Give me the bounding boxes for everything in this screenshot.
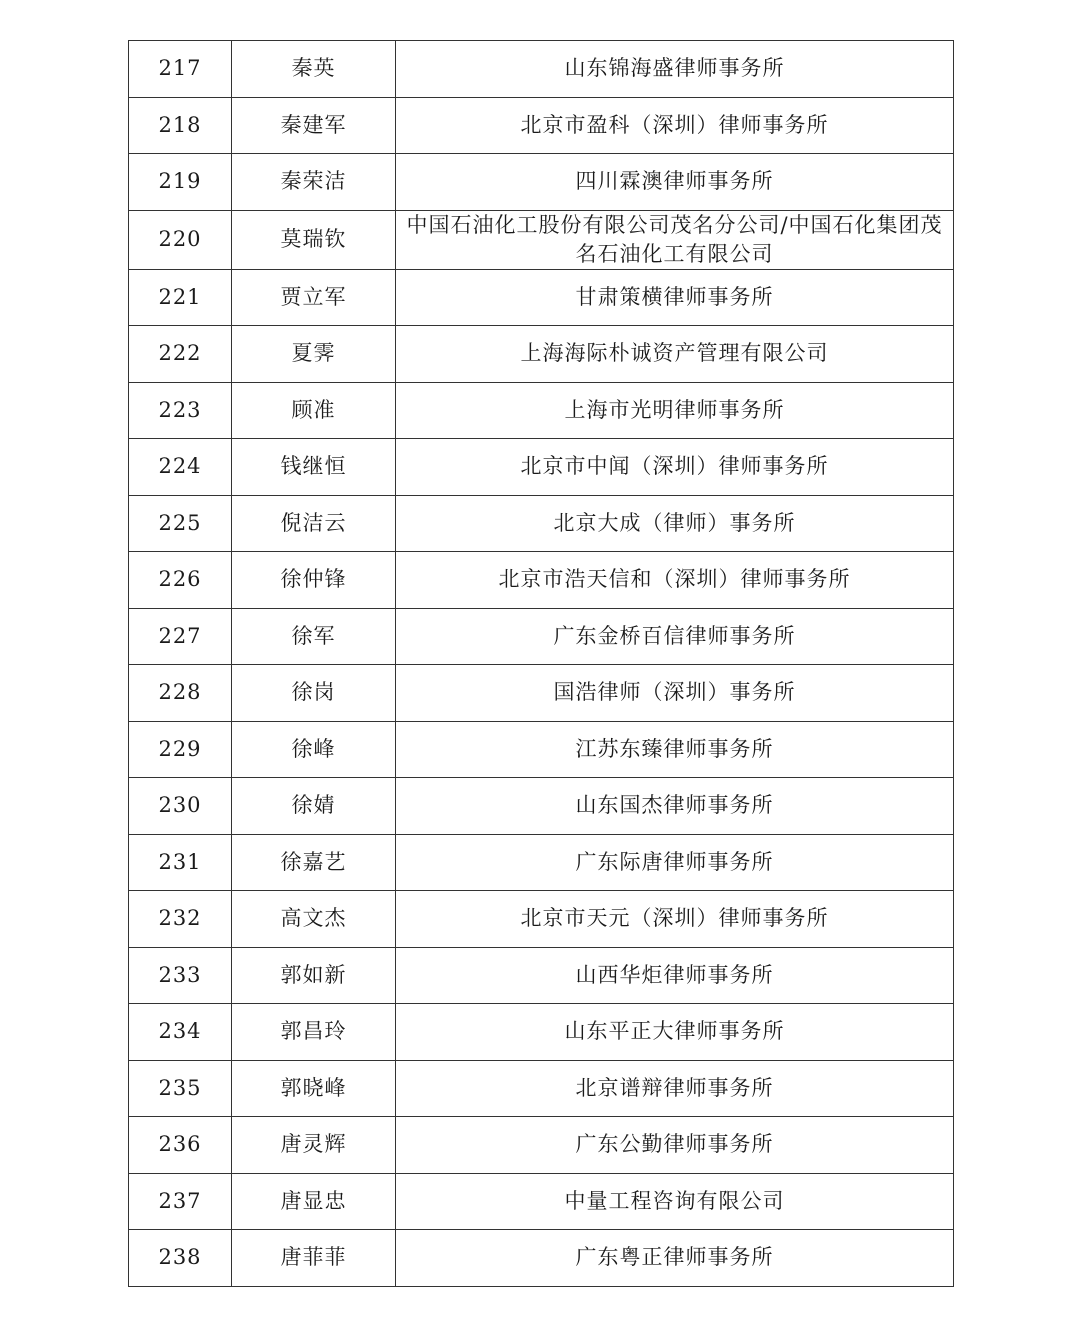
row-number-cell: 223 bbox=[129, 382, 232, 439]
table-row bbox=[129, 947, 954, 1004]
roster-table bbox=[128, 40, 954, 1287]
roster-table-body bbox=[129, 41, 954, 1287]
person-name-cell: 秦英 bbox=[232, 41, 396, 98]
row-number-cell: 235 bbox=[129, 1060, 232, 1117]
person-name-cell: 秦荣洁 bbox=[232, 154, 396, 211]
person-name-cell: 高文杰 bbox=[232, 891, 396, 948]
person-name-cell: 唐灵辉 bbox=[232, 1117, 396, 1174]
row-number-cell: 238 bbox=[129, 1230, 232, 1287]
row-number-cell: 222 bbox=[129, 326, 232, 383]
organization-cell: 北京市中闻（深圳）律师事务所 bbox=[396, 439, 954, 496]
row-number-cell: 220 bbox=[129, 210, 232, 269]
table-row bbox=[129, 721, 954, 778]
person-name-cell: 徐岗 bbox=[232, 665, 396, 722]
table-row bbox=[129, 778, 954, 835]
row-number-cell: 217 bbox=[129, 41, 232, 98]
organization-cell: 中量工程咨询有限公司 bbox=[396, 1173, 954, 1230]
table-row bbox=[129, 439, 954, 496]
organization-cell: 山东平正大律师事务所 bbox=[396, 1004, 954, 1061]
row-number-cell: 230 bbox=[129, 778, 232, 835]
table-row bbox=[129, 1230, 954, 1287]
person-name-cell: 秦建军 bbox=[232, 97, 396, 154]
person-name-cell: 郭如新 bbox=[232, 947, 396, 1004]
row-number-cell: 221 bbox=[129, 269, 232, 326]
row-number-cell: 224 bbox=[129, 439, 232, 496]
person-name-cell: 顾准 bbox=[232, 382, 396, 439]
organization-cell: 广东公勤律师事务所 bbox=[396, 1117, 954, 1174]
person-name-cell: 钱继恒 bbox=[232, 439, 396, 496]
table-row bbox=[129, 665, 954, 722]
organization-cell: 北京市天元（深圳）律师事务所 bbox=[396, 891, 954, 948]
row-number-cell: 226 bbox=[129, 552, 232, 609]
table-row bbox=[129, 495, 954, 552]
row-number-cell: 234 bbox=[129, 1004, 232, 1061]
table-row bbox=[129, 1004, 954, 1061]
organization-cell: 北京大成（律师）事务所 bbox=[396, 495, 954, 552]
row-number-cell: 227 bbox=[129, 608, 232, 665]
person-name-cell: 徐嘉艺 bbox=[232, 834, 396, 891]
row-number-cell: 228 bbox=[129, 665, 232, 722]
person-name-cell: 徐峰 bbox=[232, 721, 396, 778]
table-row bbox=[129, 891, 954, 948]
person-name-cell: 郭昌玲 bbox=[232, 1004, 396, 1061]
row-number-cell: 218 bbox=[129, 97, 232, 154]
row-number-cell: 229 bbox=[129, 721, 232, 778]
organization-cell: 广东金桥百信律师事务所 bbox=[396, 608, 954, 665]
table-row bbox=[129, 326, 954, 383]
person-name-cell: 夏霁 bbox=[232, 326, 396, 383]
organization-cell: 中国石油化工股份有限公司茂名分公司/中国石化集团茂名石油化工有限公司 bbox=[396, 210, 954, 269]
person-name-cell: 徐军 bbox=[232, 608, 396, 665]
row-number-cell: 237 bbox=[129, 1173, 232, 1230]
organization-cell: 山东锦海盛律师事务所 bbox=[396, 41, 954, 98]
table-row bbox=[129, 154, 954, 211]
organization-cell: 广东际唐律师事务所 bbox=[396, 834, 954, 891]
organization-cell: 江苏东臻律师事务所 bbox=[396, 721, 954, 778]
row-number-cell: 232 bbox=[129, 891, 232, 948]
table-row bbox=[129, 552, 954, 609]
organization-cell: 北京谱辩律师事务所 bbox=[396, 1060, 954, 1117]
person-name-cell: 莫瑞钦 bbox=[232, 210, 396, 269]
organization-cell: 山东国杰律师事务所 bbox=[396, 778, 954, 835]
organization-cell: 甘肃策横律师事务所 bbox=[396, 269, 954, 326]
table-row bbox=[129, 608, 954, 665]
organization-cell: 国浩律师（深圳）事务所 bbox=[396, 665, 954, 722]
row-number-cell: 219 bbox=[129, 154, 232, 211]
organization-cell: 北京市浩天信和（深圳）律师事务所 bbox=[396, 552, 954, 609]
table-row bbox=[129, 269, 954, 326]
row-number-cell: 233 bbox=[129, 947, 232, 1004]
table-row bbox=[129, 41, 954, 98]
person-name-cell: 徐婧 bbox=[232, 778, 396, 835]
row-number-cell: 225 bbox=[129, 495, 232, 552]
table-row bbox=[129, 1060, 954, 1117]
table-row bbox=[129, 1173, 954, 1230]
organization-cell: 四川霖澳律师事务所 bbox=[396, 154, 954, 211]
organization-cell: 山西华炬律师事务所 bbox=[396, 947, 954, 1004]
person-name-cell: 倪洁云 bbox=[232, 495, 396, 552]
person-name-cell: 贾立军 bbox=[232, 269, 396, 326]
organization-cell: 上海市光明律师事务所 bbox=[396, 382, 954, 439]
row-number-cell: 236 bbox=[129, 1117, 232, 1174]
organization-cell: 北京市盈科（深圳）律师事务所 bbox=[396, 97, 954, 154]
person-name-cell: 唐显忠 bbox=[232, 1173, 396, 1230]
table-row bbox=[129, 97, 954, 154]
person-name-cell: 徐仲锋 bbox=[232, 552, 396, 609]
organization-cell: 广东粤正律师事务所 bbox=[396, 1230, 954, 1287]
table-row bbox=[129, 382, 954, 439]
table-row bbox=[129, 210, 954, 269]
organization-cell: 上海海际朴诚资产管理有限公司 bbox=[396, 326, 954, 383]
table-row bbox=[129, 834, 954, 891]
person-name-cell: 郭晓峰 bbox=[232, 1060, 396, 1117]
person-name-cell: 唐菲菲 bbox=[232, 1230, 396, 1287]
row-number-cell: 231 bbox=[129, 834, 232, 891]
table-row bbox=[129, 1117, 954, 1174]
